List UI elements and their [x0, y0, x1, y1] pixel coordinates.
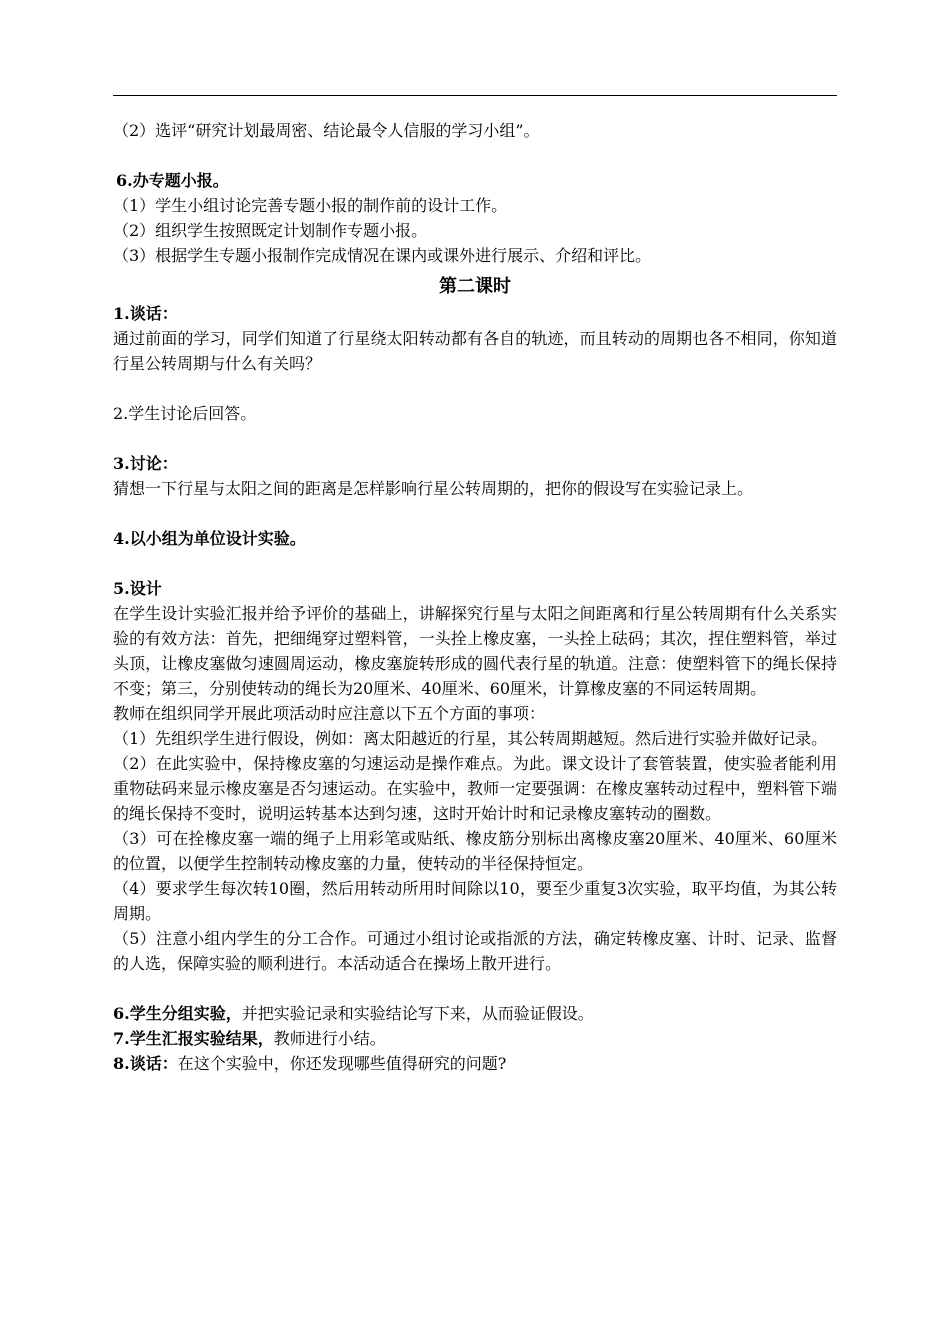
section-5-item-5: （5）注意小组内学生的分工合作。可通过小组讨论或指派的方法，确定转橡皮塞、计时、记录、监督的人选，保障实验的顺利进行。本活动适合在操场上散开进行。 — [113, 929, 837, 973]
section-6a-item-1: （1）学生小组讨论完善专题小报的制作前的设计工作。 — [113, 196, 508, 215]
section-5-item-2: （2）在此实验中，保持橡皮塞的匀速运动是操作难点。为此。课文设计了套管装置，使实验者能利用重物砝码来显示橡皮塞是否匀速运动。在实验中，教师一定要强调：在橡皮塞转动过程中，塑料管下端的绳长保持不变时，说明运转基本达到匀速，这时开始计时和记录橡皮塞转动的圈数。 — [113, 754, 837, 823]
section-6a-item-3: （3）根据学生专题小报制作完成情况在课内或课外进行展示、介绍和评比。 — [113, 246, 652, 265]
section-6 — [113, 1001, 837, 1026]
section-6-body: 并把实验记录和实验结论写下来，从而验证假设。 — [241, 1004, 594, 1023]
section-8-title: 8.谈话： — [113, 1054, 178, 1073]
section-3-body: 猜想一下行星与太阳之间的距离是怎样影响行星公转周期的，把你的假设写在实验记录上。 — [113, 479, 754, 498]
lesson-heading: 第二课时 — [439, 276, 511, 297]
section-5-item-3: （3）可在拴橡皮塞一端的绳子上用彩笔或贴纸、橡皮筋分别标出离橡皮塞20厘米、40厘米、60厘米的位置，以便学生控制转动橡皮塞的力量，使转动的半径保持恒定。 — [113, 829, 837, 873]
section-1-title: 1.谈话： — [113, 304, 178, 323]
section-6a-title: 6.办专题小报。 — [116, 171, 229, 190]
section-5-body: 在学生设计实验汇报并给予评价的基础上，讲解探究行星与太阳之间距离和行星公转周期有什么关系实验的有效方法：首先，把细绳穿过塑料管，一头拴上橡皮塞，一头拴上砝码；其次，捏住塑料管，举过头顶，让橡皮塞做匀速圆周运动，橡皮塞旋转形成的圆代表行星的轨道。注意：使塑料管下的绳长保持不变；第三，分别使转动的绳长为20厘米、40厘米、60厘米，计算橡皮塞的不同运转周期。 — [113, 604, 837, 698]
section-7 — [113, 1026, 837, 1051]
prev-item-2: （2）选评“研究计划最周密、结论最令人信服的学习小组”。 — [113, 121, 540, 140]
section-1-body: 通过前面的学习，同学们知道了行星绕太阳转动都有各自的轨迹，而且转动的周期也各不相同，你知道行星公转周期与什么有关吗？ — [113, 329, 837, 373]
section-5-item-1: （1）先组织学生进行假设，例如：离太阳越近的行星，其公转周期越短。然后进行实验并做好记录。 — [113, 729, 828, 748]
section-5-intro: 教师在组织同学开展此项活动时应注意以下五个方面的事项： — [113, 704, 546, 723]
section-6a-item-2: （2）组织学生按照既定计划制作专题小报。 — [113, 221, 428, 240]
section-4-title: 4.以小组为单位设计实验。 — [113, 529, 306, 548]
section-2-body: 2.学生讨论后回答。 — [113, 404, 257, 423]
section-3-title: 3.讨论： — [113, 454, 178, 473]
section-8 — [113, 1051, 837, 1076]
section-6-title: 6.学生分组实验， — [113, 1004, 242, 1023]
section-8-body: 在这个实验中，你还发现哪些值得研究的问题? — [177, 1054, 507, 1073]
header-rule — [113, 95, 837, 96]
section-5-title: 5.设计 — [113, 579, 162, 598]
section-7-title: 7.学生汇报实验结果， — [113, 1029, 274, 1048]
section-5-item-4: （4）要求学生每次转10圈，然后用转动所用时间除以10，要至少重复3次实验，取平均值，为其公转周期。 — [113, 879, 837, 923]
section-7-body: 教师进行小结。 — [273, 1029, 386, 1048]
document-body — [113, 118, 837, 1076]
